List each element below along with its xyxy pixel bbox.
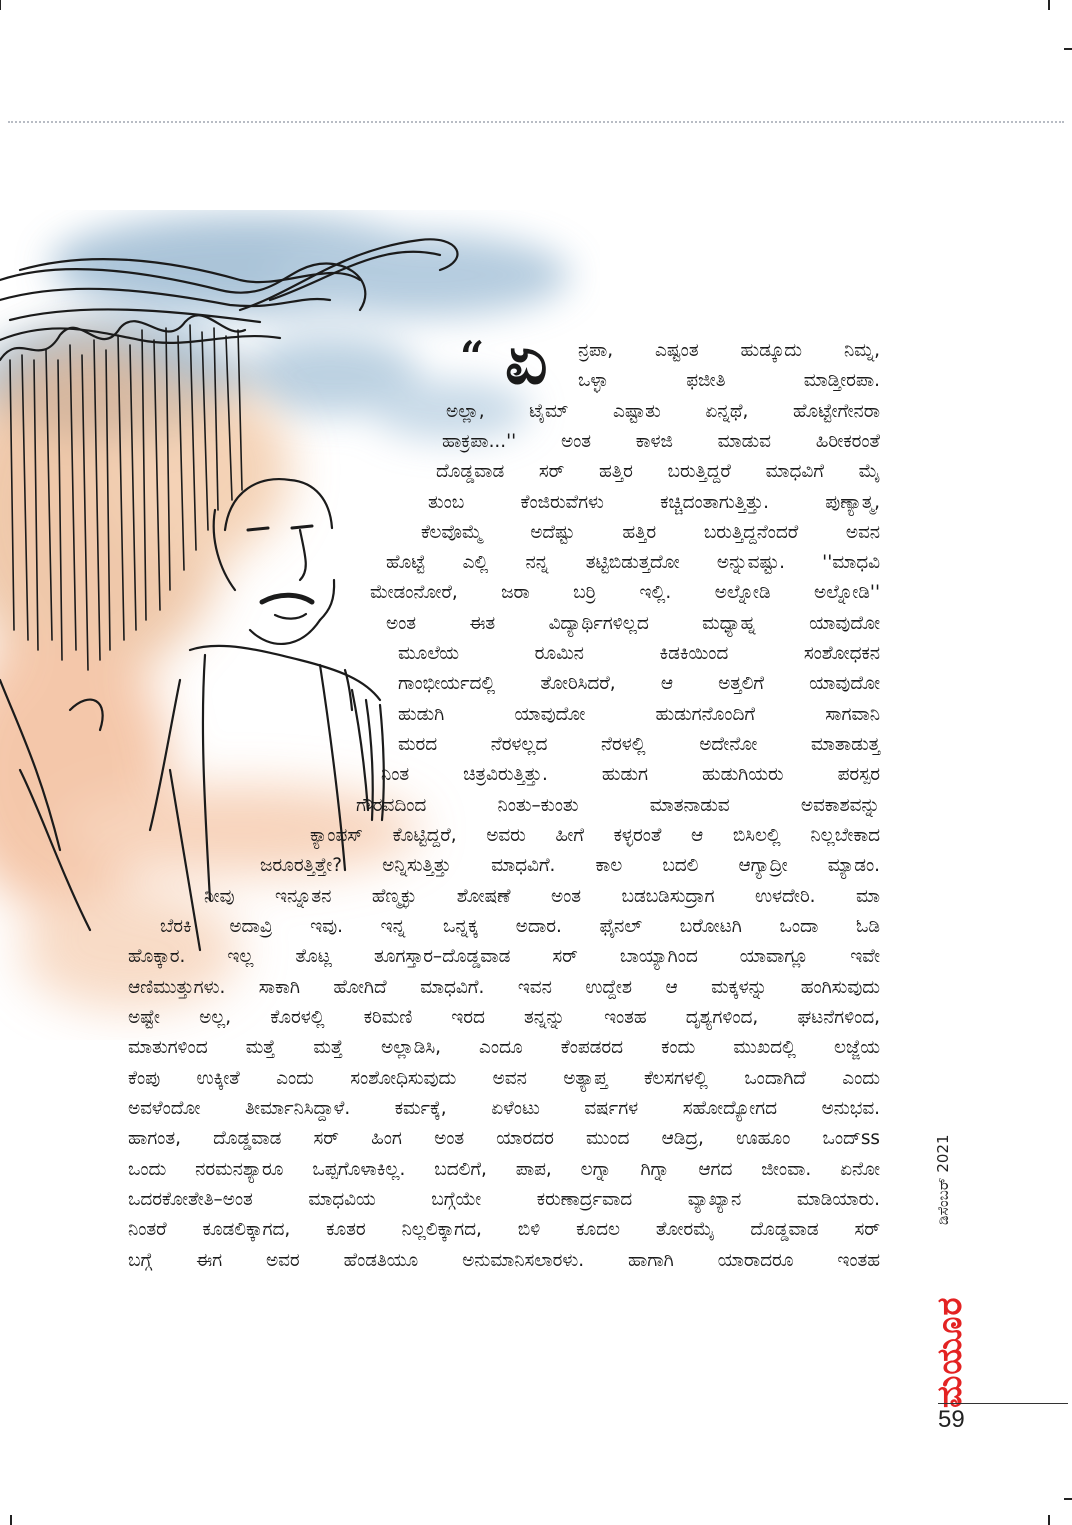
article-line: ನಿಂತರೆ ಕೂಡಲಿಕ್ಕಾಗದ, ಕೂತರ ನಿಲ್ಲಲಿಕ್ಕಾಗದ, ಬಿಳಿ ಕೂದಲ ತೋರಮೈ ದೊಡ್ಡವಾಡ ಸರ್ xyxy=(128,1219,880,1240)
article-line: ಕೆಲವೊಮ್ಮೆ ಅದೆಷ್ಟು ಹತ್ತಿರ ಬರುತ್ತಿದ್ದನೆಂದರೆ ಅವನ xyxy=(421,522,880,543)
article-line: ಕ್ಯಾಂಪಸ್ ಕೊಟ್ಟಿದ್ದರೆ, ಅವರು ಹೀಗೆ ಕಳ್ಳರಂತೆ ಆ ಬಿಸಿಲಲ್ಲಿ ನಿಲ್ಲಬೇಕಾದ xyxy=(310,825,880,846)
crop-mark-bottom-right xyxy=(1048,1515,1050,1525)
article-line: ಅಲ್ಲಾ, ಟೈಮ್ ಎಷ್ಟಾತು ಏನ್ನಥೆ, ಹೊಟ್ಟೇಗೇನರಾ xyxy=(446,401,880,422)
article-line: ಹೊಕ್ಕಾರ. ಇಲ್ಲ ತೊಟ್ಲ ತೂಗಸ್ತಾರ–ದೊಡ್ಡವಾಡ ಸರ್ ಬಾಯ್ಯಾಗಿಂದ ಯಾವಾಗ್ಲೂ ಇವೇ xyxy=(128,946,880,967)
article-line: ಜರೂರತ್ತಿತ್ತೇ? ಅನ್ನಿಸುತ್ತಿತ್ತು ಮಾಧವಿಗೆ. ಕಾಲ ಬದಲಿ ಆಗ್ಯಾದ್ರೀ ಮ್ಯಾಡಂ. xyxy=(260,855,880,876)
page-number-rule xyxy=(938,1403,1068,1404)
article-line: ಮೇಡಂನೋರೆ, ಜರಾ ಬರ್ರಿ ಇಲ್ಲಿ. ಅಲ್ನೋಡಿ ಅಲ್ನೋಡಿ'' xyxy=(370,582,880,603)
article-line: ಮಾತುಗಳಿಂದ ಮತ್ತೆ ಮತ್ತೆ ಅಲ್ಲಾಡಿಸಿ, ಎಂದೂ ಕೆಂಪಡರದ ಕಂದು ಮುಖದಲ್ಲಿ ಲಜ್ಜೆಯ xyxy=(128,1037,880,1058)
article-line: ಮೂಲೆಯ ರೂಮಿನ ಕಿಡಕಿಯಿಂದ ಸಂಶೋಧಕನ xyxy=(398,643,880,664)
article-line: ಅಷ್ಟೇ ಅಲ್ಲ, ಕೊರಳಲ್ಲಿ ಕರಿಮಣಿ ಇರದ ತನ್ನನ್ನು ಇಂತಹ ದೃಶ್ಯಗಳಿಂದ, ಘಟನೆಗಳಿಂದ, xyxy=(128,1007,880,1028)
article-line: ಅಂತ ಈತ ವಿದ್ಯಾರ್ಥಿಗಳಿಲ್ಲದ ಮಧ್ಯಾಹ್ನ ಯಾವುದೋ xyxy=(386,613,880,634)
article-line: ಬಗ್ಗೆ ಈಗ ಅವರ ಹೆಂಡತಿಯೂ ಅನುಮಾನಿಸಲಾರಳು. ಹಾಗಾಗಿ ಯಾರಾದರೂ ಇಂತಹ xyxy=(128,1250,880,1271)
article-line: ಗೌರವದಿಂದ ನಿಂತು–ಕುಂತು ಮಾತನಾಡುವ ಅವಕಾಶವನ್ನು xyxy=(356,795,880,816)
article-line: ತುಂಬ ಕೆಂಜಿರುವೆಗಳು ಕಚ್ಚಿದಂತಾಗುತ್ತಿತ್ತು. ಪುಣ್ಯಾತ್ಮ, xyxy=(428,492,880,513)
article-line: ಹಾಕ್ರಪಾ...'' ಅಂತ ಕಾಳಜಿ ಮಾಡುವ ಹಿರೀಕರಂತೆ xyxy=(442,431,880,452)
page-number: 59 xyxy=(938,1406,965,1433)
article-line: ನಿಂತ ಚಿತ್ರವಿರುತ್ತಿತ್ತು. ಹುಡುಗ ಹುಡುಗಿಯರು ಪರಸ್ಪರ xyxy=(381,764,880,785)
article-line: ದೊಡ್ಡವಾಡ ಸರ್ ಹತ್ತಿರ ಬರುತ್ತಿದ್ದರೆ ಮಾಧವಿಗೆ ಮೈ xyxy=(436,461,880,482)
article-line: ನ್ರಪಾ, ಎಷ್ಟಂತ ಹುಡ್ಕೂದು ನಿಮ್ನ, xyxy=(578,340,880,361)
article-line: ಹೊಟ್ಟೆ ಎಲ್ಲಿ ನನ್ನ ತಟ್ಟಿಬಿಡುತ್ತದೋ ಅನ್ನುವಷ್ಟು. ''ಮಾಧವಿ xyxy=(386,552,880,573)
crop-mark-right-top xyxy=(1064,48,1072,50)
article-line: ಒಂದು ನರಮನಶ್ಯಾರೂ ಒಪ್ಪಗೊಳಾಕಿಲ್ಲ. ಬದಲಿಗೆ, ಪಾಪ, ಲಗ್ನಾ ಗಿಗ್ನಾ ಆಗದ ಜೀಂವಾ. ಏನೋ xyxy=(128,1159,880,1180)
article-line: ಆಣಿಮುತ್ತುಗಳು. ಸಾಕಾಗಿ ಹೋಗಿದೆ ಮಾಧವಿಗೆ. ಇವನ ಉದ್ದೇಶ ಆ ಮಕ್ಕಳನ್ನು ಹಂಗಿಸುವುದು xyxy=(128,977,880,998)
article-line: ಗಾಂಭೀರ್ಯದಲ್ಲಿ ತೋರಿಸಿದರೆ, ಆ ಅತ್ತಲಿಗೆ ಯಾವುದೋ xyxy=(398,673,880,694)
article-line: ಬೆರಕಿ ಅದಾವ್ರಿ ಇವು. ಇನ್ನ ಒನ್ನಕ್ಕ ಅದಾರ. ಫೈನಲ್ ಬರೋಟಗಿ ಒಂದಾ ಓಡಿ xyxy=(160,916,880,937)
article-line: ಕೆಂಪು ಉಕ್ಕೀತೆ ಎಂದು ಸಂಶೋಧಿಸುವುದು ಅವನ ಅತ್ಯಾಪ್ತ ಕೆಲಸಗಳಲ್ಲಿ ಒಂದಾಗಿದೆ ಎಂದು xyxy=(128,1068,880,1089)
header-dotted-rule xyxy=(8,121,1064,123)
crop-mark-top-right xyxy=(1048,0,1050,10)
orange-watercolor-wash xyxy=(0,340,420,1010)
article-line: ಮರದ ನೆರಳಲ್ಲದ ನೆರಳಲ್ಲಿ ಅದೇನೋ ಮಾತಾಡುತ್ತ xyxy=(398,734,880,755)
drop-cap-letter: ಏ xyxy=(505,321,548,399)
crop-mark-bottom-left xyxy=(10,1515,12,1525)
article-line: ಹಾಗಂತ, ದೊಡ್ಡವಾಡ ಸರ್ ಹಿಂಗ ಅಂತ ಯಾರದರ ಮುಂದ ಆಡಿದ್ರ, ಊಹೂಂ ಒಂದ್ss xyxy=(128,1128,880,1149)
article-line: ಅವಳೆಂದೋ ತೀರ್ಮಾನಿಸಿದ್ದಾಳೆ. ಕರ್ಮಕ್ಕೆ, ಏಳೆಂಟು ವರ್ಷಗಳ ಸಹೋದ್ಯೋಗದ ಅನುಭವ. xyxy=(128,1098,880,1119)
article-line: ಒಳ್ಳಾ ಫಜೀತಿ ಮಾಡ್ತೀರಪಾ. xyxy=(578,370,880,391)
crop-mark-right-bottom xyxy=(1064,1498,1072,1500)
article-line: ಹುಡುಗಿ ಯಾವುದೋ ಹುಡುಗನೊಂದಿಗೆ ಸಾಗವಾನಿ xyxy=(398,704,880,725)
article-line: ಒದರಕೋತೇತಿ–ಅಂತ ಮಾಧವಿಯ ಬಗ್ಗೆಯೇ ಕರುಣಾರ್ದ್ರವಾದ ವ್ಯಾಖ್ಯಾನ ಮಾಡಿಯಾರು. xyxy=(128,1189,880,1210)
article-line: ನೀವು ಇನ್ನೂತನ ಹೆಣ್ಮಕ್ಳು ಶೋಷಣೆ ಅಂತ ಬಡಬಡಿಸುದ್ರಾಗ ಉಳದೇರಿ. ಮಾ xyxy=(204,886,880,907)
crop-mark-top-left xyxy=(0,0,1,10)
issue-date: ಡಿಸೆಂಬರ್ 2021 xyxy=(934,1134,952,1225)
magazine-brand: ಮಯೂರ xyxy=(930,1296,970,1408)
opening-quote-mark: “ xyxy=(460,332,485,381)
